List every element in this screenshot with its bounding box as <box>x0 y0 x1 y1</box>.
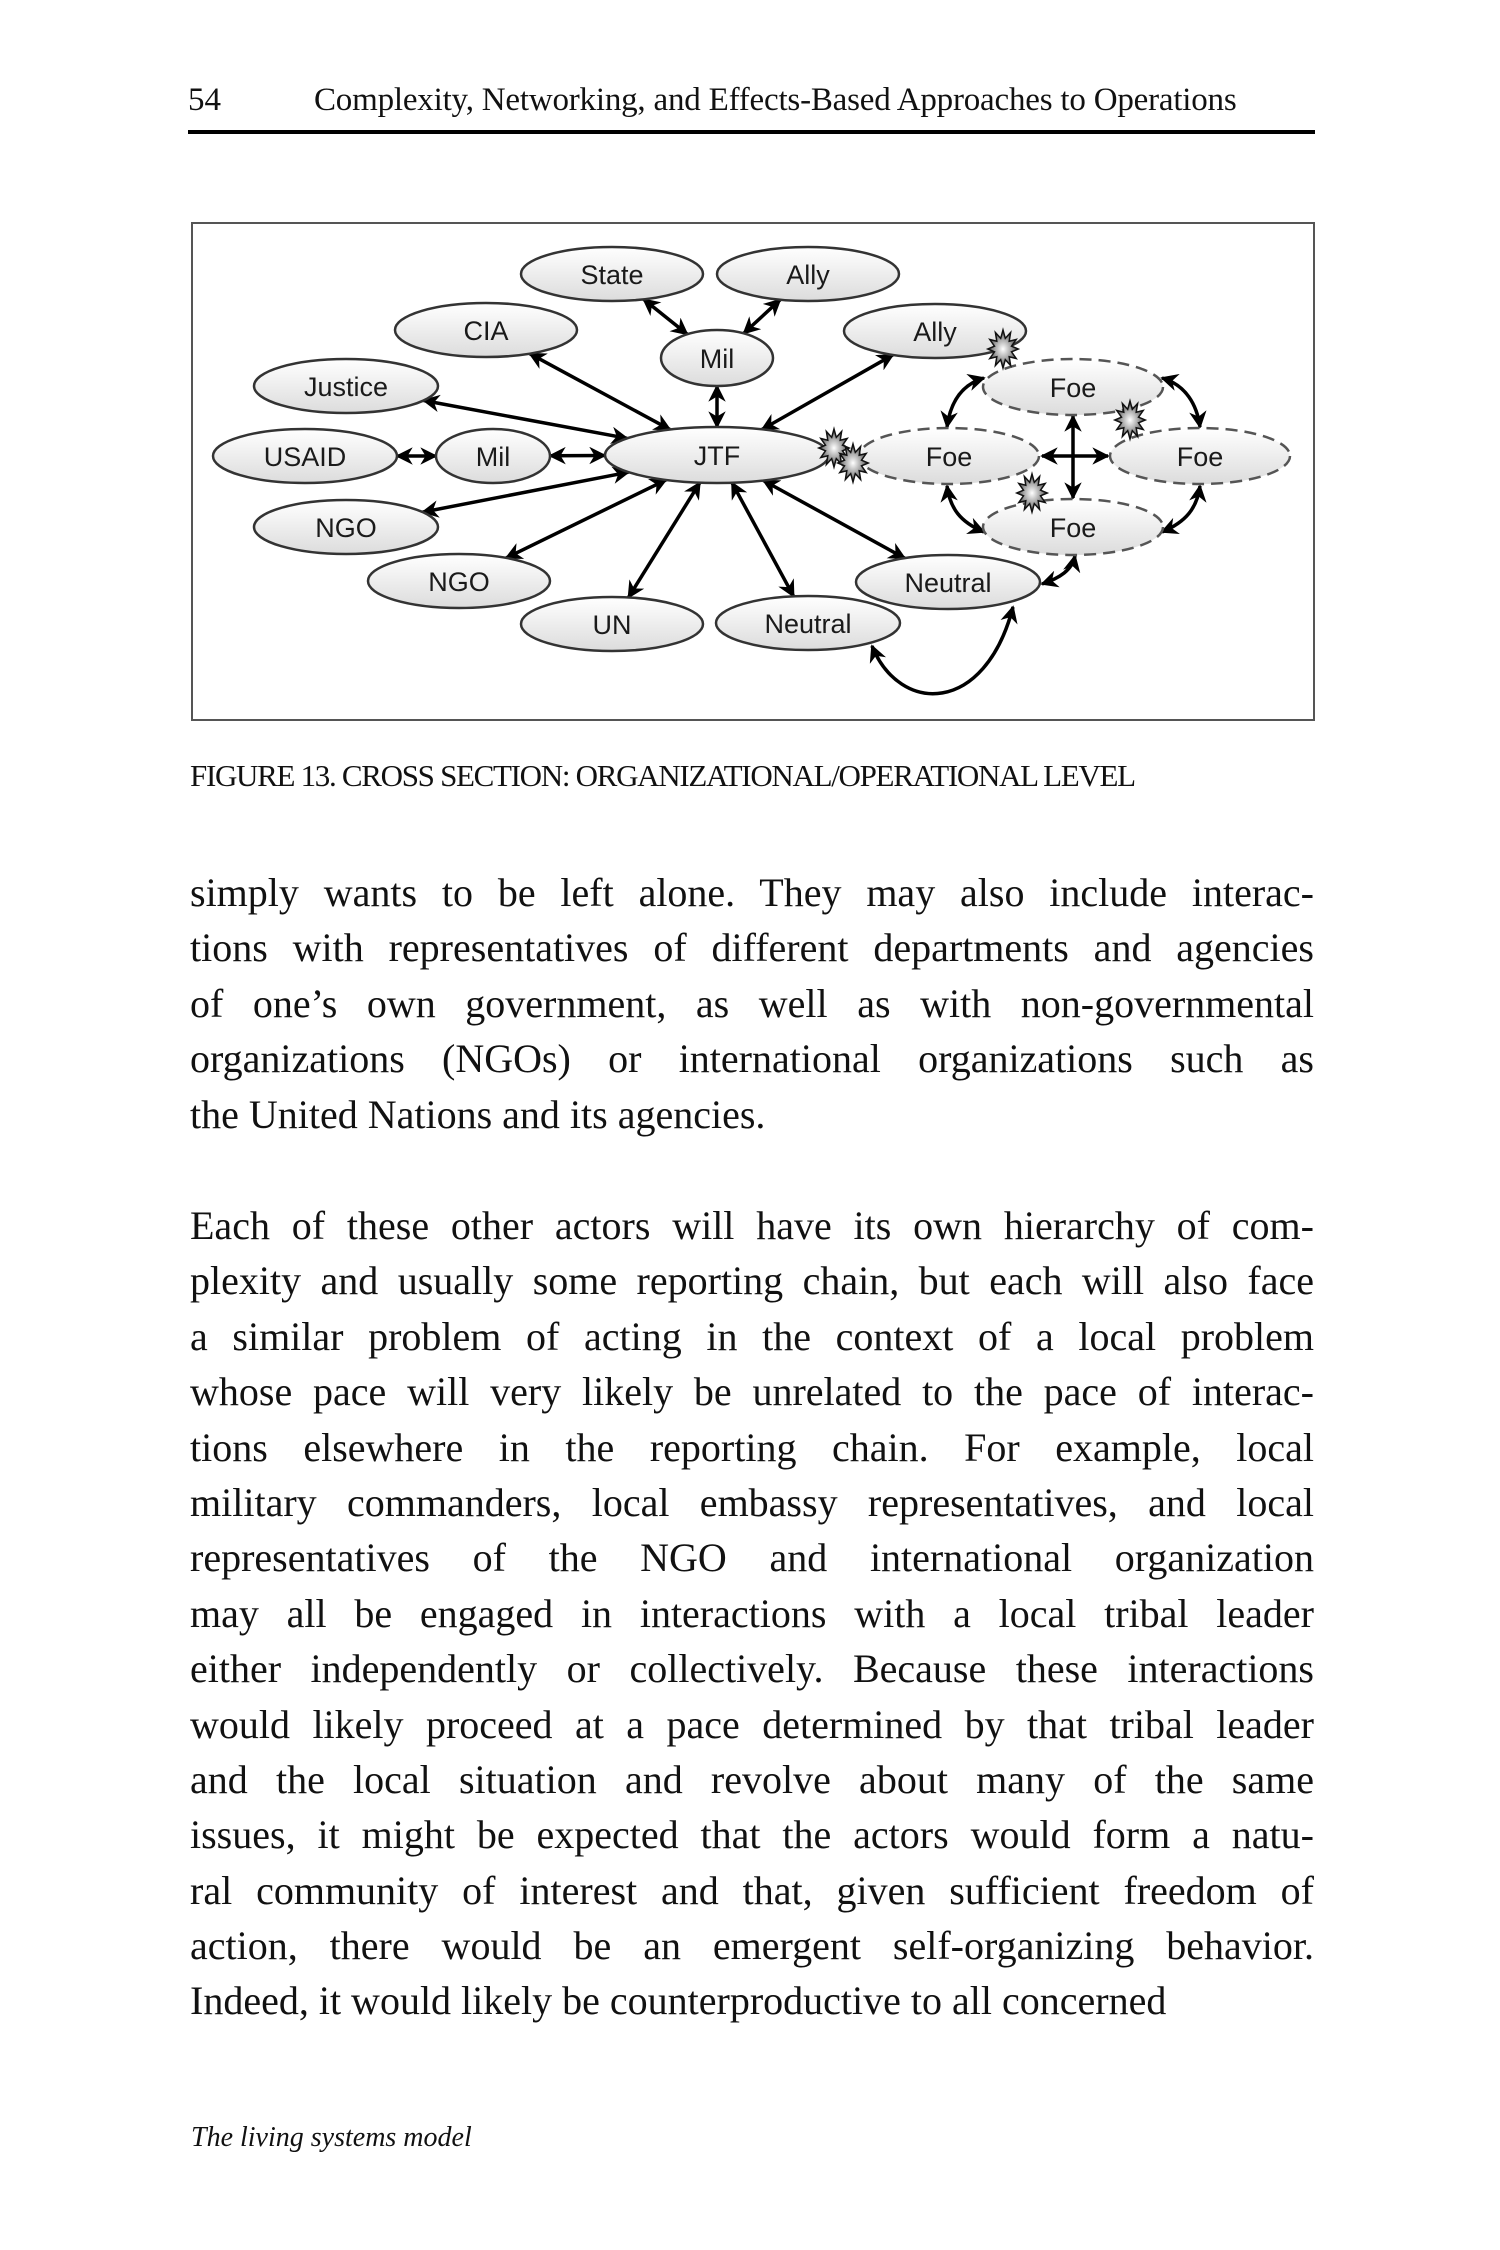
edge-neutral-bottom-to-jtf <box>732 483 794 597</box>
node-mil-top <box>661 330 773 386</box>
page-number: 54 <box>188 82 221 118</box>
edge-foe-right-to-foe-bottom <box>1162 486 1200 532</box>
text-line: military commanders, local embassy representatives, and local <box>190 1479 1314 1525</box>
network-diagram <box>0 0 1500 760</box>
node-un <box>521 597 703 651</box>
node-label: Foe <box>1049 513 1097 543</box>
node-justice <box>254 359 438 413</box>
node-label: NGO <box>428 567 490 597</box>
node-mil-left <box>436 429 550 483</box>
edge-cia-to-jtf <box>530 354 670 430</box>
edge-ally-right-to-jtf <box>762 355 893 430</box>
text-line: Each of these other actors will have its own hierarchy of com- <box>190 1203 1314 1248</box>
node-label: NGO <box>315 513 377 543</box>
edge-state-to-mil-top <box>644 299 688 334</box>
node-label: USAID <box>263 442 347 472</box>
edge-foe-left-to-foe-bottom <box>947 486 984 532</box>
node-label: Neutral <box>764 609 852 639</box>
node-jtf <box>605 427 829 483</box>
footer-section-label: The living systems model <box>191 2122 472 2153</box>
edge-foe-top-to-foe-left <box>947 378 984 427</box>
node-label: CIA <box>463 316 509 346</box>
text-line: Indeed, it would likely be counterproductive to all concerned <box>190 1978 1167 2024</box>
conflict-markers-layer <box>819 330 1145 512</box>
node-foe-bottom <box>983 499 1163 555</box>
node-cia <box>395 303 577 357</box>
node-label: Mil <box>699 344 735 374</box>
node-label: JTF <box>693 441 741 471</box>
node-label: Mil <box>475 442 511 472</box>
body-paragraph-2 <box>190 1198 1314 2029</box>
edge-neutral-right-to-jtf <box>763 481 904 559</box>
edge-un-to-jtf <box>629 483 700 598</box>
node-ngo-1 <box>254 500 438 554</box>
node-ngo-2 <box>368 554 550 608</box>
body-paragraph-1 <box>190 865 1314 1142</box>
running-title: Complexity, Networking, and Effects-Based Approaches to Operations <box>314 82 1237 118</box>
text-line: simply wants to be left alone. They may also include interac- <box>190 870 1314 915</box>
text-line: of one’s own government, as well as with non-governmental <box>190 980 1314 1026</box>
node-label: State <box>580 260 644 290</box>
edge-foe-bottom-to-neutral-right <box>1042 556 1075 584</box>
text-line: either independently or collectively. Because these interactions <box>190 1646 1314 1692</box>
text-line: representatives of the NGO and international organization <box>190 1535 1314 1581</box>
text-line: may all be engaged in interactions with a local tribal leader <box>190 1590 1314 1636</box>
text-line: plexity and usually some reporting chain, but each will also face <box>190 1258 1314 1304</box>
figure-13-diagram <box>191 222 1315 721</box>
node-label: UN <box>592 610 632 640</box>
edge-ally-top-to-mil-top <box>744 300 781 334</box>
text-line: the United Nations and its agencies. <box>190 1091 766 1137</box>
text-line: issues, it might be expected that the actors would form a natu- <box>190 1812 1314 1858</box>
text-line: would likely proceed at a pace determined by that tribal leader <box>190 1701 1314 1747</box>
edge-foe-top-to-foe-right <box>1162 378 1200 427</box>
text-line: whose pace will very likely be unrelated to the pace of interac- <box>190 1369 1314 1415</box>
figure-caption: FIGURE 13. CROSS SECTION: ORGANIZATIONAL/OPERATIONAL LEVEL <box>190 758 1135 793</box>
text-line: organizations (NGOs) or international organizations such as <box>190 1036 1314 1082</box>
text-line: action, there would be an emergent self-organizing behavior. <box>190 1923 1314 1969</box>
node-neutral-right <box>856 555 1040 609</box>
text-line: tions elsewhere in the reporting chain. For example, local <box>190 1424 1314 1470</box>
node-label: Foe <box>1049 373 1097 403</box>
node-label: Foe <box>1176 442 1224 472</box>
node-label: Justice <box>303 372 389 402</box>
node-foe-left <box>859 428 1039 484</box>
node-usaid <box>213 429 397 483</box>
text-line: ral community of interest and that, given sufficient freedom of <box>190 1867 1314 1913</box>
node-label: Ally <box>786 260 830 290</box>
text-line: tions with representatives of different departments and agencies <box>190 925 1314 971</box>
nodes-layer <box>213 247 1290 651</box>
text-line: a similar problem of acting in the context of a local problem <box>190 1313 1314 1359</box>
node-state <box>521 247 703 301</box>
node-label: Neutral <box>904 568 992 598</box>
text-line: and the local situation and revolve about many of the same <box>190 1756 1314 1802</box>
node-ally-top <box>717 247 899 301</box>
node-label: Foe <box>925 442 973 472</box>
node-label: Ally <box>913 317 957 347</box>
node-neutral-bottom <box>716 596 900 650</box>
